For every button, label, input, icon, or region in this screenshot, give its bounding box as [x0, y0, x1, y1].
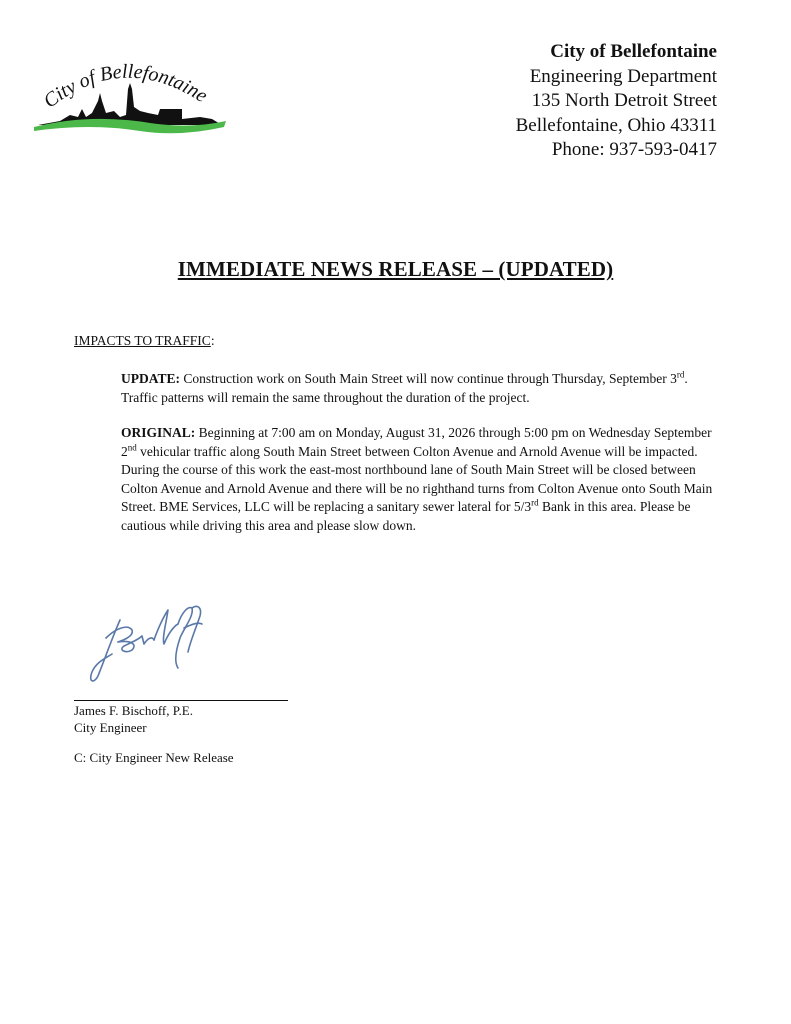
signature-graphic — [72, 598, 212, 690]
update-paragraph — [121, 370, 721, 407]
department: Engineering Department — [529, 65, 717, 87]
city-logo-graphic — [30, 55, 230, 145]
signer-title: City Engineer — [74, 720, 147, 735]
original-label: ORIGINAL: — [121, 425, 196, 440]
city-state-zip: Bellefontaine, Ohio 43311 — [515, 114, 717, 136]
original-paragraph — [121, 424, 721, 535]
section-heading — [74, 333, 215, 349]
original-sup-2: rd — [531, 497, 539, 508]
org-name: City of Bellefontaine — [550, 41, 717, 62]
release-title: IMMEDIATE NEWS RELEASE – (UPDATED) — [177, 257, 614, 281]
phone-number: Phone: 937-593-0417 — [551, 139, 717, 160]
section-heading-text: IMPACTS TO TRAFFIC — [74, 333, 211, 348]
signature-line — [74, 700, 288, 701]
original-text-3: Bank in this area. Please be cautious while driving this area and please slow down. — [121, 499, 691, 533]
street-address: 135 North Detroit Street — [531, 90, 717, 111]
letterhead — [516, 40, 717, 163]
original-text-2: vehicular traffic along South Main Street between Colton Avenue and Arnold Avenue will be impacted. During the course of this work the east-most northbound lane of South Main Street will be closed between Colton Avenue and Arnold Avenue and there will be no righthand turns from Colton Avenue onto South Main Street. BME Services, LLC will be replacing a sanitary sewer lateral for 5/3 — [121, 443, 713, 514]
signer-block — [74, 702, 193, 736]
update-text-1: Construction work on South Main Street will now continue through Thursday, September 3 — [180, 371, 677, 386]
update-text-2: . Traffic patterns will remain the same throughout the duration of the project. — [121, 371, 688, 405]
cc-line: C: City Engineer New Release — [74, 750, 234, 765]
signer-name: James F. Bischoff, P.E. — [74, 703, 193, 718]
handwritten-signature — [72, 598, 212, 690]
update-sup: rd — [676, 369, 685, 380]
logo-text: City of Bellefontaine — [39, 60, 212, 113]
original-text-1: Beginning at 7:00 am on Monday, August 31, 2026 through 5:00 pm on Wednesday September 2 — [121, 425, 712, 459]
city-logo — [30, 55, 230, 145]
original-sup-1: nd — [127, 442, 137, 452]
update-label: UPDATE: — [121, 371, 180, 386]
section-heading-colon: : — [210, 333, 215, 348]
